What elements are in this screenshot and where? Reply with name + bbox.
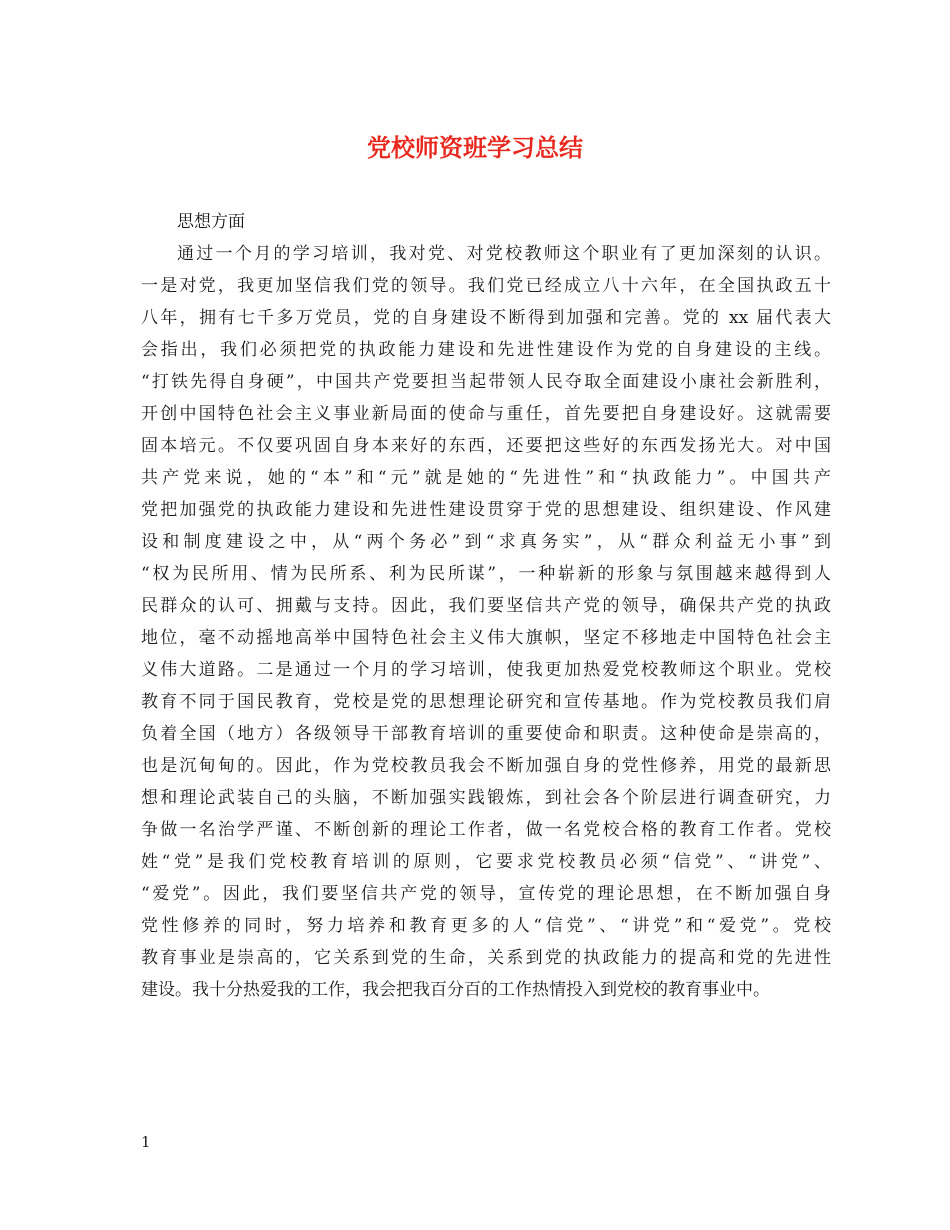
- paragraph-line: 也是沉甸甸的。因此，作为党校教员我会不断加强自身的党性修养，用党的最新思: [141, 756, 831, 776]
- paragraph-line: 会指出，我们必须把党的执政能力建设和先进性建设作为党的自身建设的主线。: [141, 340, 831, 360]
- paragraph-line: 通过一个月的学习培训，我对党、对党校教师这个职业有了更加深刻的认识。: [177, 244, 831, 264]
- paragraph-line: 一是对党，我更加坚信我们党的领导。我们党已经成立八十六年，在全国执政五十: [141, 276, 831, 296]
- paragraph-line: “权为民所用、情为民所系、利为民所谋”，一种崭新的形象与氛围越来越得到人: [141, 564, 831, 584]
- paragraph-line: 争做一名治学严谨、不断创新的理论工作者，做一名党校合格的教育工作者。党校: [141, 820, 831, 840]
- paragraph-line: “打铁先得自身硬”，中国共产党要担当起带领人民夺取全面建设小康社会新胜利，: [141, 372, 831, 392]
- paragraph-line: 党把加强党的执政能力建设和先进性建设贯穿于党的思想建设、组织建设、作风建: [141, 500, 831, 520]
- paragraph-line: 负着全国（地方）各级领导干部教育培训的重要使命和职责。这种使命是崇高的，: [141, 724, 831, 744]
- paragraph-line: 共产党来说，她的“本”和“元”就是她的“先进性”和“执政能力”。中国共产: [141, 468, 831, 488]
- paragraph-line: 建设。我十分热爱我的工作，我会把我百分百的工作热情投入到党校的教育事业中。: [141, 980, 770, 1000]
- paragraph-line: 开创中国特色社会主义事业新局面的使命与重任，首先要把自身建设好。这就需要: [141, 404, 831, 424]
- paragraph-line: 教育事业是崇高的，它关系到党的生命，关系到党的执政能力的提高和党的先进性: [141, 948, 831, 968]
- document-body: [141, 206, 831, 1006]
- paragraph-line: 设和制度建设之中，从“两个务必”到“求真务实”，从“群众利益无小事”到: [141, 532, 831, 552]
- paragraph-line: 想和理论武装自己的头脑，不断加强实践锻炼，到社会各个阶层进行调查研究，力: [141, 788, 831, 808]
- paragraph-line: “爱党”。因此，我们要坚信共产党的领导，宣传党的理论思想，在不断加强自身: [141, 884, 831, 904]
- paragraph-line: 姓“党”是我们党校教育培训的原则，它要求党校教员必须“信党”、“讲党”、: [141, 852, 831, 872]
- paragraph-line: 民群众的认可、拥戴与支持。因此，我们要坚信共产党的领导，确保共产党的执政: [141, 596, 831, 616]
- paragraph-line: 教育不同于国民教育，党校是党的思想理论研究和宣传基地。作为党校教员我们肩: [141, 692, 831, 712]
- paragraph-line: 八年，拥有七千多万党员，党的自身建设不断得到加强和完善。党的 xx 届代表大: [141, 308, 831, 328]
- document-title: 党校师资班学习总结: [367, 134, 583, 162]
- page-number: 1: [141, 1133, 151, 1151]
- section-heading: 思想方面: [177, 212, 245, 232]
- paragraph-line: 固本培元。不仅要巩固自身本来好的东西，还要把这些好的东西发扬光大。对中国: [141, 436, 831, 456]
- paragraph-line: 党性修养的同时，努力培养和教育更多的人“信党”、“讲党”和“爱党”。党校: [141, 916, 831, 936]
- paragraph-line: 义伟大道路。二是通过一个月的学习培训，使我更加热爱党校教师这个职业。党校: [141, 660, 831, 680]
- paragraph-line: 地位，毫不动摇地高举中国特色社会主义伟大旗帜，坚定不移地走中国特色社会主: [141, 628, 831, 648]
